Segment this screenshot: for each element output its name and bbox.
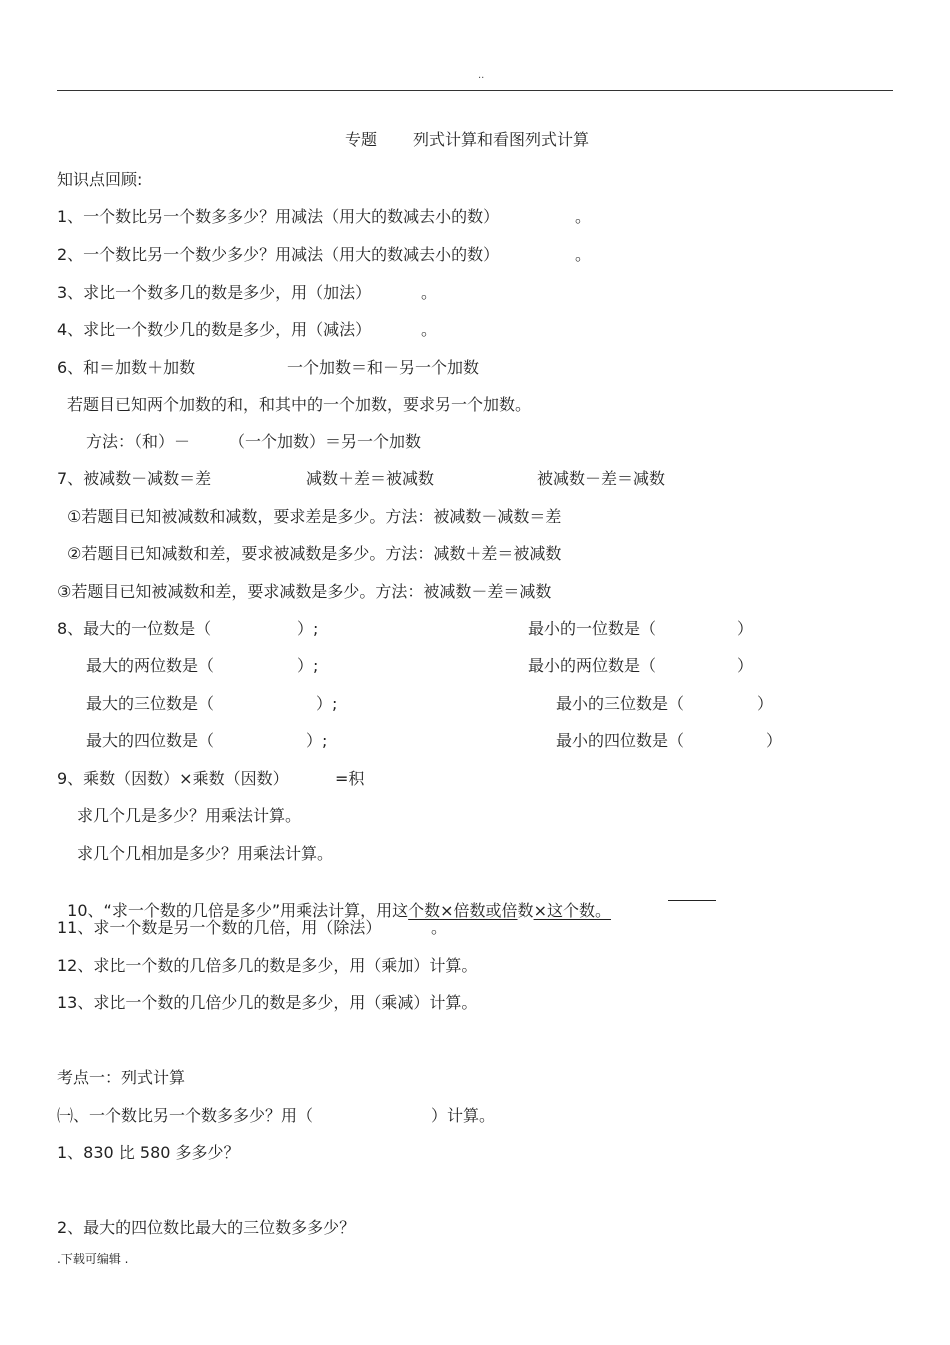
exam-heading: 考点一：列式计算	[57, 1068, 186, 1087]
review-line-6a: 6、和＝加数＋加数	[57, 358, 196, 377]
review-line-13: 13、求比一个数的几倍少几的数是多少，用（乘减）计算。	[57, 993, 478, 1012]
review-line-8d: 最小的两位数是（	[528, 656, 657, 675]
page-title-prefix: 专题	[345, 130, 378, 149]
review-line-1: 1、一个数比另一个数多多少？用减法（用大的数减去小的数）	[57, 207, 500, 226]
review-line-10-underlined: 个数×倍数或倍	[408, 901, 518, 920]
review-line-7d: ①若题目已知被减数和减数，要求差是多少。方法：被减数－减数＝差	[67, 507, 562, 526]
review-line-8f: 最小的三位数是（	[556, 694, 685, 713]
review-line-7b: 减数＋差＝被减数	[306, 469, 435, 488]
review-line-8c: 最大的两位数是（	[86, 656, 215, 675]
exam-section-1-end: ）计算。	[431, 1106, 496, 1125]
review-line-8e-end: ）;	[316, 694, 338, 713]
page-title: 列式计算和看图列式计算	[413, 130, 590, 149]
review-line-8e: 最大的三位数是（	[86, 694, 215, 713]
review-line-8g-end: ）;	[306, 731, 328, 750]
exam-section-1: ㈠、一个数比另一个数多多少？用（	[57, 1106, 314, 1125]
review-line-10-end: ×这个数。	[533, 901, 611, 920]
review-line-10	[57, 881, 611, 921]
review-line-6b: 一个加数＝和－另一个加数	[287, 358, 480, 377]
header-rule	[57, 90, 893, 91]
review-line-8d-end: ）	[737, 656, 754, 675]
review-line-2-end: 。	[575, 245, 592, 264]
answer-blank-line	[668, 900, 716, 901]
review-line-10-mid: 数	[517, 901, 534, 920]
footer-text: .下载可编辑 .	[57, 1252, 129, 1266]
review-line-3-end: 。	[421, 283, 438, 302]
review-line-7e: ②若题目已知减数和差，要求被减数是多少。方法：减数＋差＝被减数	[67, 544, 562, 563]
review-line-7c: 被减数－差＝减数	[537, 469, 666, 488]
review-line-8c-end: ）;	[297, 656, 319, 675]
review-line-8b-end: ）	[737, 619, 754, 638]
header-dots: ..	[478, 70, 485, 81]
exam-question-1: 1、830 比 580 多多少？	[57, 1143, 240, 1162]
review-line-12: 12、求比一个数的几倍多几的数是多少，用（乘加）计算。	[57, 956, 478, 975]
review-line-6e: （一个加数）＝另一个加数	[229, 432, 422, 451]
review-line-11-end: 。	[431, 918, 448, 937]
review-line-2: 2、一个数比另一个数少多少？用减法（用大的数减去小的数）	[57, 245, 500, 264]
review-line-9d: 求几个几相加是多少？用乘法计算。	[77, 844, 334, 863]
review-line-8g: 最大的四位数是（	[86, 731, 215, 750]
review-line-7f: ③若题目已知被减数和差，要求减数是多少。方法：被减数－差＝减数	[57, 582, 552, 601]
review-line-1-end: 。	[575, 207, 592, 226]
review-line-8h-end: ）	[766, 731, 783, 750]
review-line-3: 3、求比一个数多几的数是多少，用（加法）	[57, 283, 372, 302]
review-line-8f-end: ）	[757, 694, 774, 713]
review-line-8b: 最小的一位数是（	[528, 619, 657, 638]
review-line-10-start: 10、“求一个数的几倍是多少”用乘法计算，用这	[67, 901, 409, 920]
exam-question-2: 2、最大的四位数比最大的三位数多多少？	[57, 1218, 356, 1237]
review-line-6d: 方法：（和）－	[86, 432, 191, 451]
review-line-9b: =积	[335, 769, 365, 788]
review-line-7a: 7、被减数－减数＝差	[57, 469, 212, 488]
review-line-11: 11、求一个数是另一个数的几倍，用（除法）	[57, 918, 382, 937]
review-line-4: 4、求比一个数少几的数是多少，用（减法）	[57, 320, 372, 339]
review-line-8a-end: ）;	[297, 619, 319, 638]
review-line-4-end: 。	[421, 320, 438, 339]
review-line-6c: 若题目已知两个加数的和，和其中的一个加数，要求另一个加数。	[67, 395, 532, 414]
review-line-9c: 求几个几是多少？用乘法计算。	[77, 806, 302, 825]
review-line-9a: 9、乘数（因数）×乘数（因数）	[57, 769, 289, 788]
review-heading: 知识点回顾:	[57, 170, 143, 189]
review-line-8a: 8、最大的一位数是（	[57, 619, 212, 638]
review-line-8h: 最小的四位数是（	[556, 731, 685, 750]
